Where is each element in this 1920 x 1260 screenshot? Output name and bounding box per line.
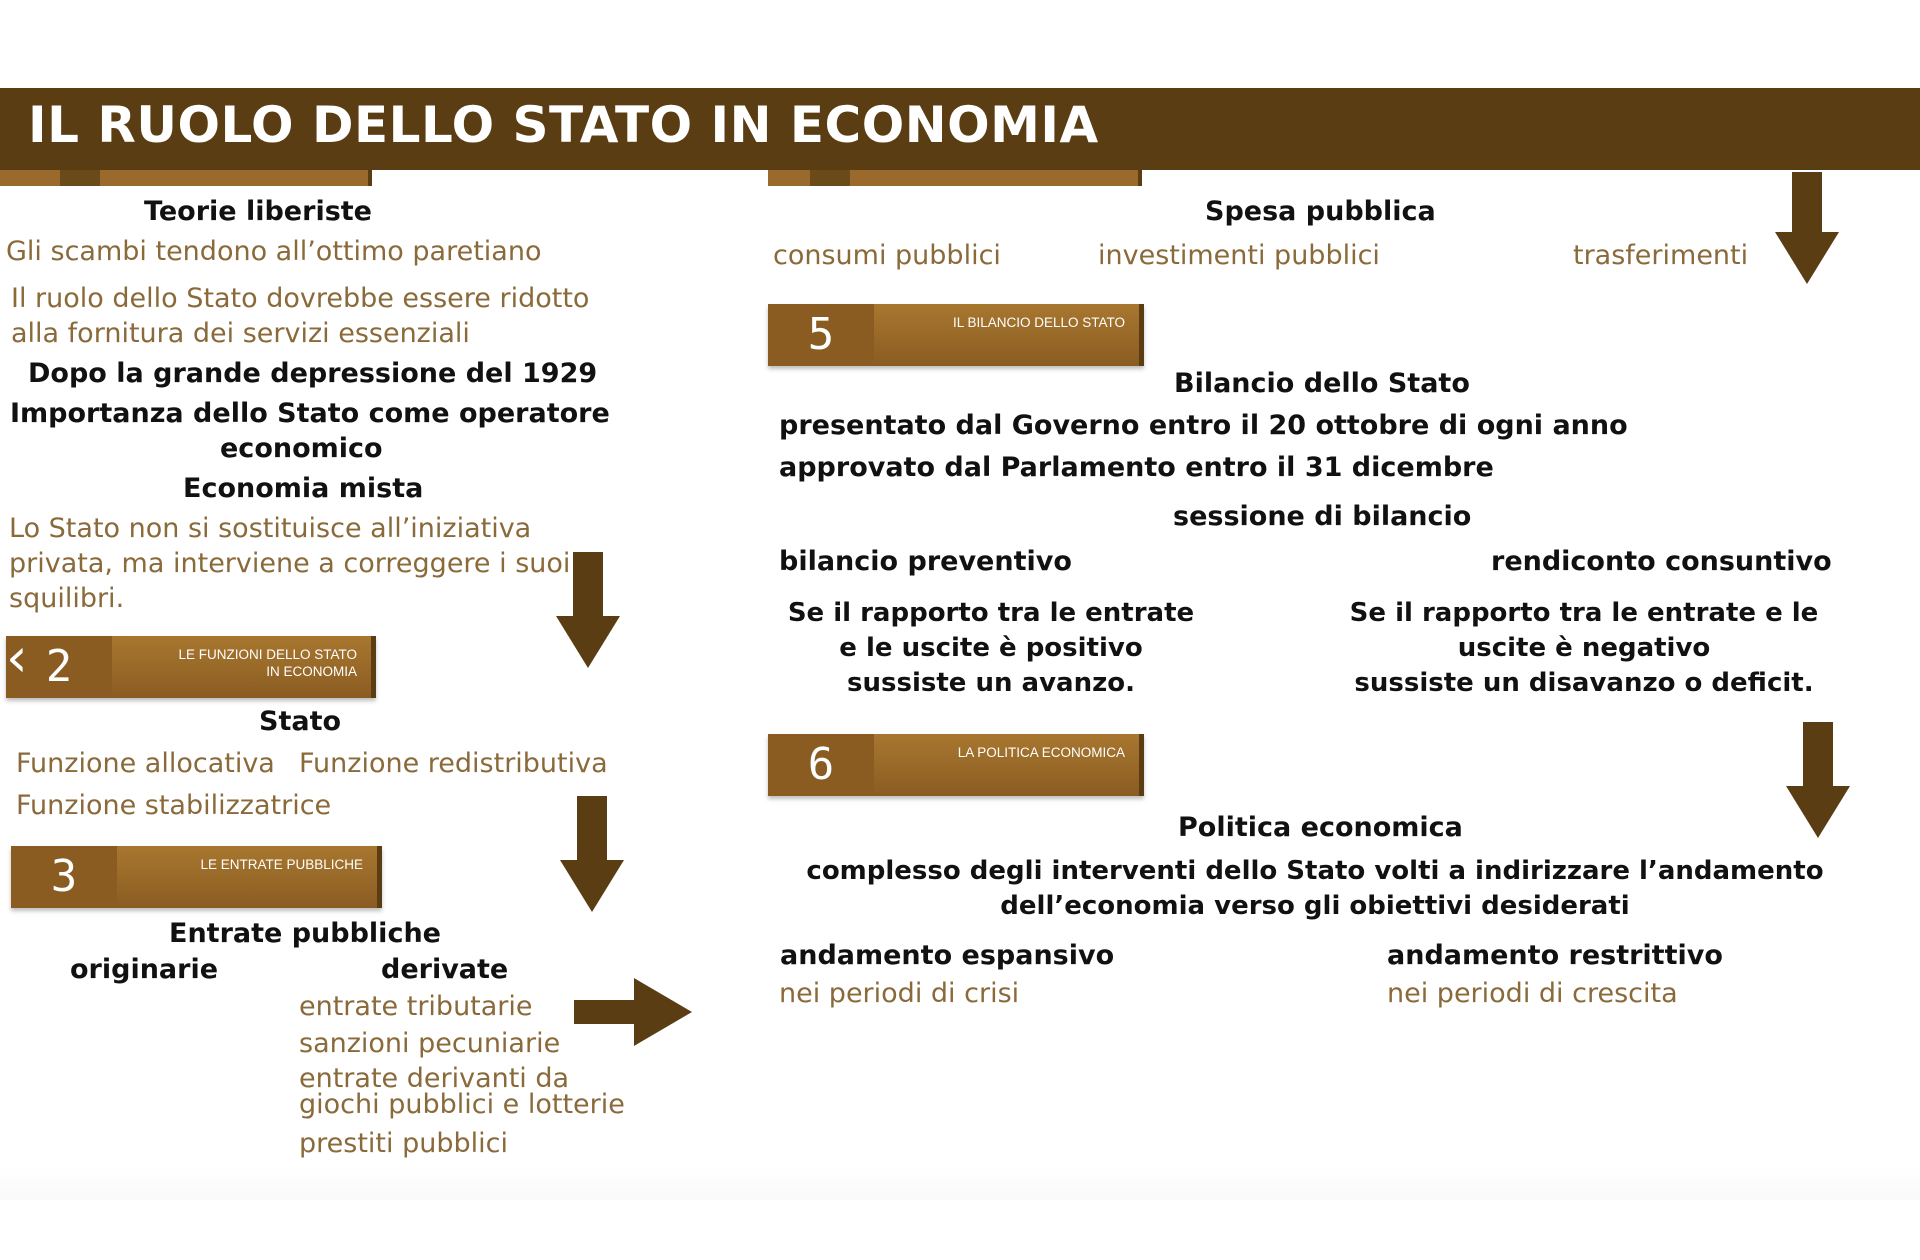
- text-sanzioni: sanzioni pecuniarie: [299, 1028, 561, 1059]
- text-servizi: alla fornitura dei servizi essenziali: [11, 318, 470, 349]
- previous-slide-button[interactable]: ‹: [6, 626, 28, 689]
- badge-number: 5: [768, 304, 874, 366]
- arrow-down-icon: [560, 796, 624, 912]
- text-presentato: presentato dal Governo entro il 20 ottobre di ogni anno: [779, 410, 1628, 441]
- section-badge-2: [6, 636, 376, 698]
- text-mista-2: privata, ma interviene a correggere i suoi: [9, 548, 571, 579]
- bottom-fade: [0, 1168, 1920, 1200]
- heading-entrate-pubbliche: Entrate pubbliche: [169, 918, 441, 949]
- arrow-down-icon: [1775, 172, 1839, 284]
- text-funzione-redistributiva: Funzione redistributiva: [299, 748, 608, 779]
- cropped-badge-left: [0, 170, 372, 186]
- text-periodi-crisi: nei periodi di crisi: [779, 978, 1020, 1009]
- label-bilancio-preventivo: bilancio preventivo: [779, 546, 1072, 577]
- label-andamento-restrittivo: andamento restrittivo: [1387, 940, 1723, 971]
- label-andamento-espansivo: andamento espansivo: [780, 940, 1115, 971]
- badge-label: LA POLITICA ECONOMICA: [957, 745, 1125, 760]
- text-politica-definizione: complesso degli interventi dello Stato volti a indirizzare l’andamento dell’economia verso gli obiettivi desiderati: [806, 856, 1824, 921]
- text-avanzo: Se il rapporto tra le entrate e le uscite è positivo sussiste un avanzo.: [787, 598, 1195, 698]
- text-funzione-stabilizzatrice: Funzione stabilizzatrice: [16, 790, 332, 821]
- text-periodi-crescita: nei periodi di crescita: [1387, 978, 1678, 1009]
- heading-teorie-liberiste: Teorie liberiste: [144, 196, 372, 227]
- text-entrate-derivanti: entrate derivanti da: [299, 1063, 570, 1094]
- section-badge-5: [768, 304, 1144, 366]
- text-deficit: Se il rapporto tra le entrate e le uscite è negativo sussiste un disavanzo o deficit.: [1349, 598, 1819, 698]
- heading-stato: Stato: [259, 706, 342, 737]
- text-ruolo-stato: Il ruolo dello Stato dovrebbe essere ridotto: [11, 283, 590, 314]
- arrow-right-icon: [574, 978, 692, 1046]
- arrow-down-icon: [1786, 722, 1850, 838]
- cropped-badge-right-num: [810, 170, 850, 186]
- text-entrate-tributarie: entrate tributarie: [299, 991, 533, 1022]
- text-investimenti: investimenti pubblici: [1098, 240, 1380, 271]
- text-consumi: consumi pubblici: [773, 240, 1001, 271]
- heading-economico: economico: [220, 433, 383, 464]
- text-mista-3: squilibri.: [9, 583, 125, 614]
- text-prestiti: prestiti pubblici: [299, 1128, 508, 1159]
- page-title: IL RUOLO DELLO STATO IN ECONOMIA: [28, 96, 1099, 154]
- text-approvato: approvato dal Parlamento entro il 31 dicembre: [779, 452, 1494, 483]
- cropped-badge-left-num: [60, 170, 100, 186]
- text-trasferimenti: trasferimenti: [1573, 240, 1749, 271]
- section-badge-6: [768, 734, 1144, 796]
- heading-depressione: Dopo la grande depressione del 1929: [28, 358, 598, 389]
- title-bar: [0, 88, 1920, 170]
- badge-number: 3: [11, 846, 117, 908]
- heading-importanza: Importanza dello Stato come operatore: [10, 398, 610, 429]
- label-originarie: originarie: [70, 954, 219, 985]
- heading-sessione-bilancio: sessione di bilancio: [1173, 501, 1472, 532]
- slide: [0, 88, 1920, 1200]
- text-giochi: giochi pubblici e lotterie: [299, 1089, 625, 1120]
- badge-label: IL BILANCIO DELLO STATO: [952, 315, 1125, 330]
- badge-label: LE ENTRATE PUBBLICHE: [200, 857, 363, 872]
- badge-label: LE FUNZIONI DELLO STATO IN ECONOMIA: [178, 647, 357, 679]
- text-mista-1: Lo Stato non si sostituisce all’iniziativa: [9, 513, 532, 544]
- badge-number: 2: [6, 636, 112, 698]
- heading-politica-economica: Politica economica: [1178, 812, 1463, 843]
- label-rendiconto-consuntivo: rendiconto consuntivo: [1491, 546, 1832, 577]
- arrow-down-icon: [556, 552, 620, 668]
- label-derivate: derivate: [381, 954, 509, 985]
- section-badge-3: [11, 846, 382, 908]
- heading-spesa-pubblica: Spesa pubblica: [1205, 196, 1436, 227]
- heading-bilancio-stato: Bilancio dello Stato: [1174, 368, 1470, 399]
- heading-economia-mista: Economia mista: [183, 473, 424, 504]
- badge-number: 6: [768, 734, 874, 796]
- text-funzione-allocativa: Funzione allocativa: [16, 748, 275, 779]
- text-scambi: Gli scambi tendono all’ottimo paretiano: [6, 236, 542, 267]
